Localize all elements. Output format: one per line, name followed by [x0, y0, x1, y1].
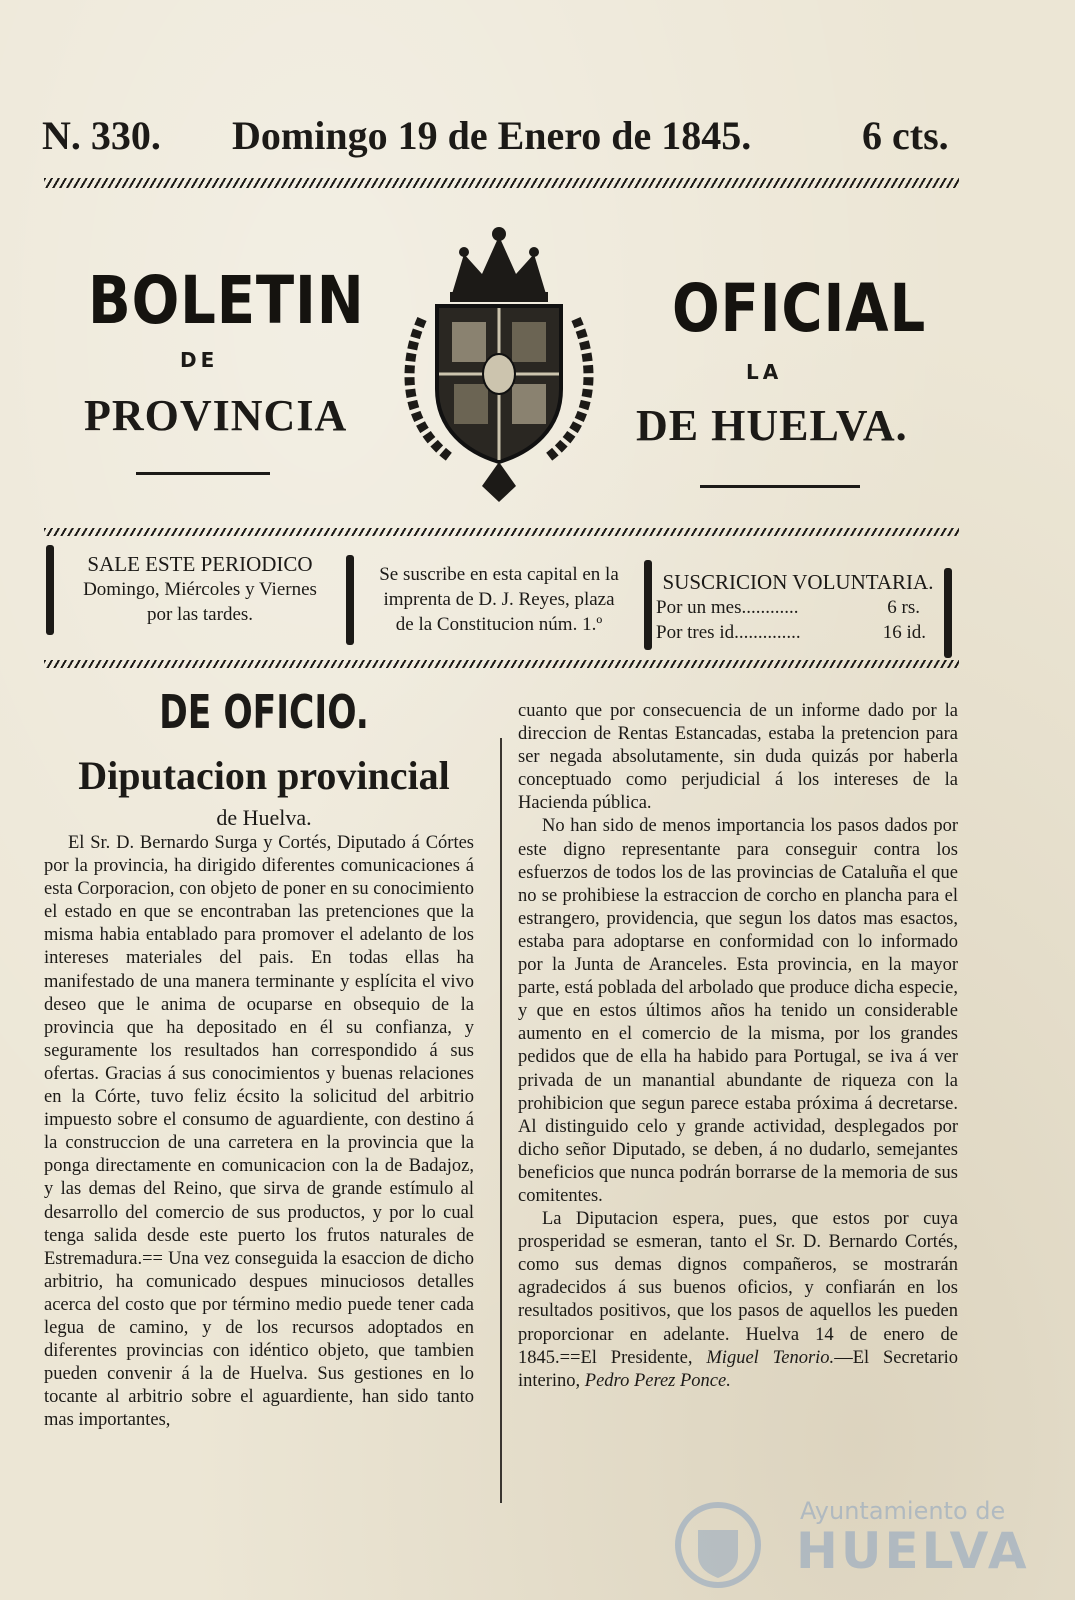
price-month-label: Por un mes............	[656, 597, 799, 618]
section-subtitle: de Huelva.	[216, 805, 312, 830]
info-subscription-prices	[656, 570, 940, 645]
info-publication-days	[60, 552, 340, 627]
info-divider-3	[644, 560, 652, 650]
issue-number: N. 330.	[42, 113, 161, 158]
price-month-value: 6 rs.	[887, 597, 920, 618]
info-rule-bottom	[44, 660, 959, 668]
signature-secretary-role: —El Secretario interino,	[518, 1347, 958, 1391]
header-rule	[44, 178, 959, 188]
crown-icon	[450, 227, 548, 302]
masthead-de: DE	[180, 348, 219, 372]
info-divider-4	[944, 568, 952, 658]
section-title: Diputacion provincial	[78, 753, 450, 798]
masthead-de-huelva: DE HUELVA.	[636, 401, 908, 450]
masthead-provincia: PROVINCIA	[84, 391, 348, 440]
masthead-boletin: BOLETIN	[88, 262, 365, 339]
info-right-title: SUSCRICION VOLUNTARIA.	[662, 570, 934, 594]
info-left-line3: por las tardes.	[146, 604, 254, 625]
info-subscription-place	[358, 562, 640, 637]
info-left-title: SALE ESTE PERIODICO	[87, 552, 313, 576]
info-mid-line1: Se suscribe en esta capital en la	[379, 564, 619, 585]
masthead-underline-right	[700, 485, 860, 488]
section-de-oficio: DE OFICIO.	[159, 685, 369, 739]
article-paragraph-1: El Sr. D. Bernardo Surga y Cortés, Diputado á Córtes por la provincia, ha dirigido diferentes comunicaciones á esta Corporacion, con objeto de poner en su conocimiento el estado en que se encontraban las pretenciones que la misma habia entablado para promover el adelanto de los intereses materiales del pais. En todas ellas ha manifestado de una manera terminante y esplícita el vivo deseo que le anima de ocuparse en obsequio de la provincia que ha depositado en él su confianza, y seguramente los resultados han correspondido á sus ofertas. Gracias á sus conocimientos y buenas relaciones en la Córte, tuvo feliz écsito la solicitud del arbitrio impuesto sobre el consumo de aguardiente, con destino á la construccion de una carretera en la provincia que la ponga directamente en comunicacion con la de Badajoz, y las demas del Reino, que sirva de grande estímulo al desarrollo del comercio de sus productos, y por lo cual tenga salida desde este puerto los frutos naturales de Estremadura.== Una vez conseguida la esaccion de dicho arbitrio, ha comunicado despues minuciosos detalles acerca del costo que por término medio puede tener cada legua de camino, y de los recursos adoptados en diferentes provincias con idéntico objeto, que tambien pueden convenir á la de Huelva. Sus gestiones en lo tocante al arbitrio sobre el aguardiente, han sido tanto mas importantes,	[44, 833, 474, 1431]
price-three-value: 16 id.	[882, 622, 926, 643]
info-divider-2	[346, 555, 354, 645]
article-paragraph-2: cuanto que por consecuencia de un informe dado por la direccion de Rentas Estancadas, estaba la pretencion para ser negada absolutamente, sin duda quizás por haberla conceptuado como perjudicial á los intereses de la Hacienda pública.	[518, 701, 958, 814]
signature-president: Miguel Tenorio.	[706, 1347, 835, 1368]
issue-price: 6 cts.	[862, 113, 949, 158]
article-paragraph-4	[518, 1208, 958, 1393]
coat-of-arms-icon	[392, 224, 606, 504]
issue-header	[42, 112, 962, 172]
info-divider-1	[46, 545, 54, 635]
masthead-la: LA	[746, 360, 783, 384]
signature-secretary: Pedro Perez Ponce.	[584, 1370, 731, 1391]
watermark-line2: HUELVA	[796, 1522, 1030, 1580]
info-rule-top	[44, 528, 959, 536]
masthead-oficial: OFICIAL	[672, 270, 927, 347]
issue-date: Domingo 19 de Enero de 1845.	[232, 113, 752, 158]
article-closing: La Diputacion espera, pues, que estos por cuya prosperidad se esmeran, tanto el Sr. D. Bernardo Cortés, como sus demas dignos compañeros, se mostrarán agradecidos á sus buenos oficios, y confiarán en los resultados positivos, que los pasos de aquellos les pueden proporcionar en adelante. Huelva 14 de enero de 1845.==El Presidente,	[518, 1209, 958, 1368]
article-left-column	[44, 832, 474, 1432]
column-divider	[500, 738, 502, 1503]
watermark-line1: Ayuntamiento de	[800, 1497, 1006, 1525]
article-paragraph-3: No han sido de menos importancia los pasos dados por este digno representante para conseguir contra los esfuerzos de todos los de las provincias de Cataluña el que no se prohibiese la estraccion de corcho en plancha para el estrangero, providencia, que segun los datos mas esactos, estaba para adoptarse en conformidad con lo informado por la Junta de Aranceles. Esta provincia, en la mayor parte, está poblada del arbolado que produce dicha especie, y que en estos últimos años ha tenido un considerable aumento en el comercio de la misma, por los grandes pedidos que de ella ha habido para Portugal, se iva á ver privada de un manantial abundante de riqueza con la prohibicion que segun parece estaba próxima á decretarse. Al distinguido celo y grande actividad, desplegados por dicho señor Diputado, se deben, á no dudarlo, semejantes beneficios que nunca podrán borrarse de la memoria de sus comitentes.	[518, 816, 958, 1206]
shield-icon	[437, 306, 561, 462]
masthead-underline-left	[136, 472, 270, 475]
info-mid-line3: de la Constitucion núm. 1.º	[395, 614, 603, 635]
article-right-column	[518, 700, 958, 1393]
info-mid-line2: imprenta de D. J. Reyes, plaza	[383, 589, 615, 610]
price-three-label: Por tres id..............	[656, 622, 801, 643]
watermark-logo-icon	[668, 1500, 768, 1590]
info-left-line2: Domingo, Miércoles y Viernes	[83, 579, 317, 600]
